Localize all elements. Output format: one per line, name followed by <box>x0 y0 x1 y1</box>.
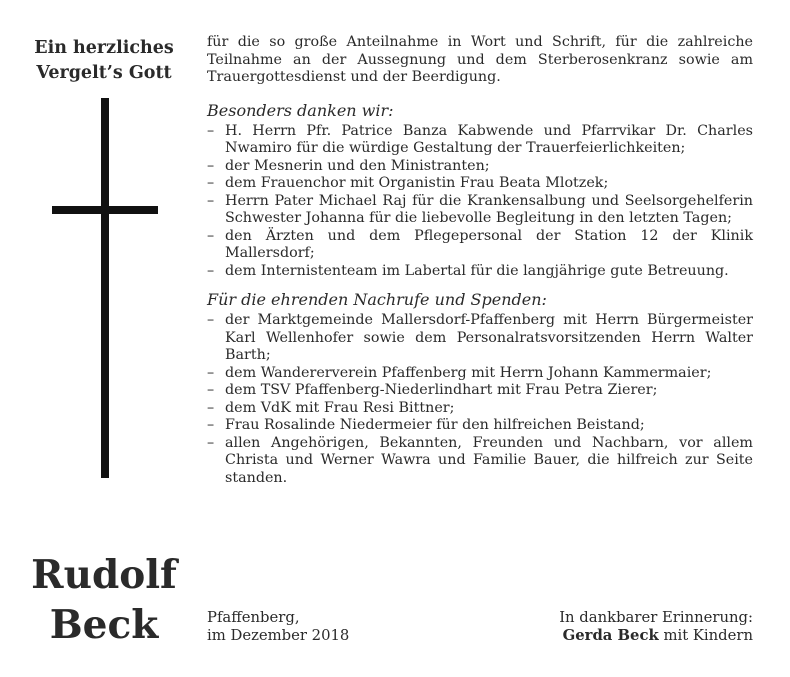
list-item: – dem VdK mit Frau Resi Bittner; <box>207 400 753 418</box>
signer-suffix: mit Kindern <box>658 627 753 644</box>
list-item: – dem Frauenchor mit Organistin Frau Beata Mlotzek; <box>207 175 753 193</box>
thanks-list-1 <box>207 123 753 281</box>
closing-line: In dankbarer Erinnerung: <box>559 609 753 626</box>
list-item: – Frau Rosalinde Niedermeier für den hilfreichen Beistand; <box>207 417 753 435</box>
intro-text: für die so große Anteilnahme in Wort und Schrift, für die zahlreiche Teilnahme an der Aussegnung und dem Sterberosenkranz sowie am Trauergottesdienst und der Beerdigung. <box>207 34 753 85</box>
list-item: – der Mesnerin und den Ministranten; <box>207 158 753 176</box>
place-date <box>207 609 349 645</box>
list-item: – dem TSV Pfaffenberg-Niederlindhart mit Frau Petra Zierer; <box>207 382 753 400</box>
list-item: – den Ärzten und dem Pflegepersonal der Station 12 der Klinik Mallersdorf; <box>207 228 753 263</box>
signer <box>559 627 753 645</box>
thanks-title: Ein herzliches Vergelt’s Gott <box>34 38 174 83</box>
list-item: – dem Internistenteam im Labertal für die langjährige gute Betreuung. <box>207 263 753 281</box>
place: Pfaffenberg, <box>207 609 300 626</box>
signer-name: Gerda Beck <box>562 627 659 644</box>
list-item: – dem Wandererverein Pfaffenberg mit Herrn Johann Kammermaier; <box>207 365 753 383</box>
date: im Dezember 2018 <box>207 627 350 644</box>
signature-block <box>559 609 753 645</box>
section-heading-obituaries: Für die ehrenden Nachrufe und Spenden: <box>207 290 547 309</box>
deceased-name: Rudolf Beck <box>31 552 177 648</box>
list-item: – Herrn Pater Michael Raj für die Krankensalbung und Seelsorgehelferin Schwester Johanna für die liebevolle Begleitung in den letzten Tagen; <box>207 193 753 228</box>
thanks-list-2 <box>207 312 753 487</box>
main-text <box>207 34 753 487</box>
cross-bar <box>52 206 158 214</box>
left-column <box>0 0 200 677</box>
list-item: – der Marktgemeinde Mallersdorf-Pfaffenberg mit Herrn Bürgermeister Karl Wellenhofer sowie dem Personalratsvorsitzenden Herrn Walter Barth; <box>207 312 753 365</box>
section-heading-special-thanks: Besonders danken wir: <box>207 100 394 120</box>
list-item: – H. Herrn Pfr. Patrice Banza Kabwende und Pfarrvikar Dr. Charles Nwamiro für die würdige Gestaltung der Trauerfeierlichkeiten; <box>207 123 753 158</box>
list-item: – allen Angehörigen, Bekannten, Freunden und Nachbarn, vor allem Christa und Werner Wawra und Familie Bauer, die hilfreich zur Seite standen. <box>207 435 753 488</box>
cross-icon <box>101 98 109 478</box>
